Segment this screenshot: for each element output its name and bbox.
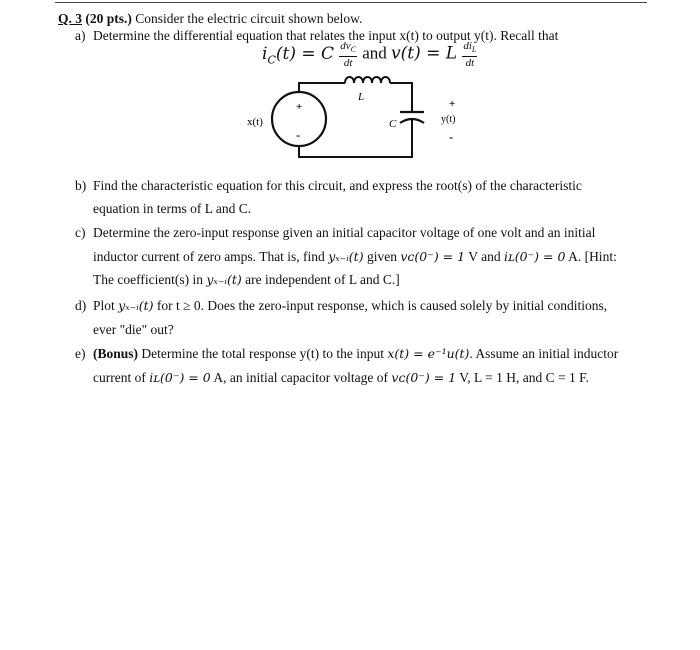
part-e-label: e): [75, 346, 86, 361]
capacitor-label: C: [389, 118, 397, 130]
part-e-line1: (Bonus) Determine the total response y(t) to the input x(t) = e⁻¹u(t). Assume an initial inductor: [93, 346, 619, 361]
math-yzi-3: yₓ₋ᵢ(t): [118, 298, 154, 313]
math-vc0: vᴄ(0⁻) = 1: [400, 249, 466, 264]
part-c-line3: The coefficient(s) in yₓ₋ᵢ(t) are independent of L and C.]: [93, 272, 400, 287]
part-d-label: d): [75, 298, 87, 313]
circuit-diagram: [240, 75, 480, 170]
part-b-line2: equation in terms of L and C.: [93, 201, 252, 216]
output-label: y(t): [441, 114, 456, 125]
eq-frac-dvc-dt: $\frac{dv_C}{dt}$: [340, 40, 356, 70]
math-il0-e: iʟ(0⁻) = 0: [149, 370, 211, 385]
part-c-line1: Determine the zero-input response given an initial capacitor voltage of one volt and an initial: [93, 225, 596, 240]
inductor-label: L: [358, 91, 365, 103]
math-yzi-2: yₓ₋ᵢ(t): [206, 272, 242, 287]
part-a-text: Determine the differential equation that relates the input x(t) to output y(t). Recall that: [93, 28, 559, 43]
output-minus: -: [449, 129, 454, 144]
math-vc0-e: vᴄ(0⁻) = 1: [391, 370, 457, 385]
part-d-line1: Plot yₓ₋ᵢ(t) for t ≥ 0. Does the zero-input response, which is caused solely by initial conditions,: [93, 298, 608, 313]
eq-ic: $i_C(t) = C$: [262, 43, 335, 66]
eq-frac-dil-dt: $\frac{di_L}{dt}$: [463, 40, 477, 70]
source-minus: -: [296, 127, 301, 142]
source-label: x(t): [247, 116, 263, 128]
math-input: x(t) = e⁻¹u(t): [387, 346, 470, 361]
bonus-tag: (Bonus): [93, 346, 139, 361]
part-d-line2: ever "die" out?: [93, 322, 174, 337]
wire-top-right: [390, 83, 412, 112]
inductor-icon: [345, 77, 390, 83]
output-plus: +: [449, 98, 456, 110]
part-e-line2: current of iʟ(0⁻) = 0 A, an initial capacitor voltage of vᴄ(0⁻) = 1 V, L = 1 H, and C = 1 F.: [93, 370, 589, 385]
math-yzi: yₓ₋ᵢ(t): [328, 249, 364, 264]
part-c-label: c): [75, 225, 86, 240]
math-il0: iʟ(0⁻) = 0: [503, 249, 566, 264]
recall-equations: [262, 40, 478, 69]
question-header: [58, 11, 362, 27]
question-number: Q. 3: [58, 11, 83, 26]
eq-and: and: [362, 43, 387, 63]
question-intro: Consider the electric circuit shown below.: [135, 11, 363, 26]
part-c-line2: inductor current of zero amps. That is, find yₓ₋ᵢ(t) given vᴄ(0⁻) = 1 V and iʟ(0⁻) = 0 A. [Hint:: [93, 249, 617, 264]
wire-top-left: [299, 83, 345, 92]
part-b-label: b): [75, 178, 87, 193]
eq-v: v(t) = L: [391, 43, 458, 64]
part-b-line1: Find the characteristic equation for this circuit, and express the root(s) of the characteristic: [93, 178, 582, 193]
source-plus: +: [296, 101, 303, 113]
top-rule: [55, 2, 647, 3]
part-a-label: a): [75, 28, 86, 43]
question-points: (20 pts.): [85, 11, 132, 26]
